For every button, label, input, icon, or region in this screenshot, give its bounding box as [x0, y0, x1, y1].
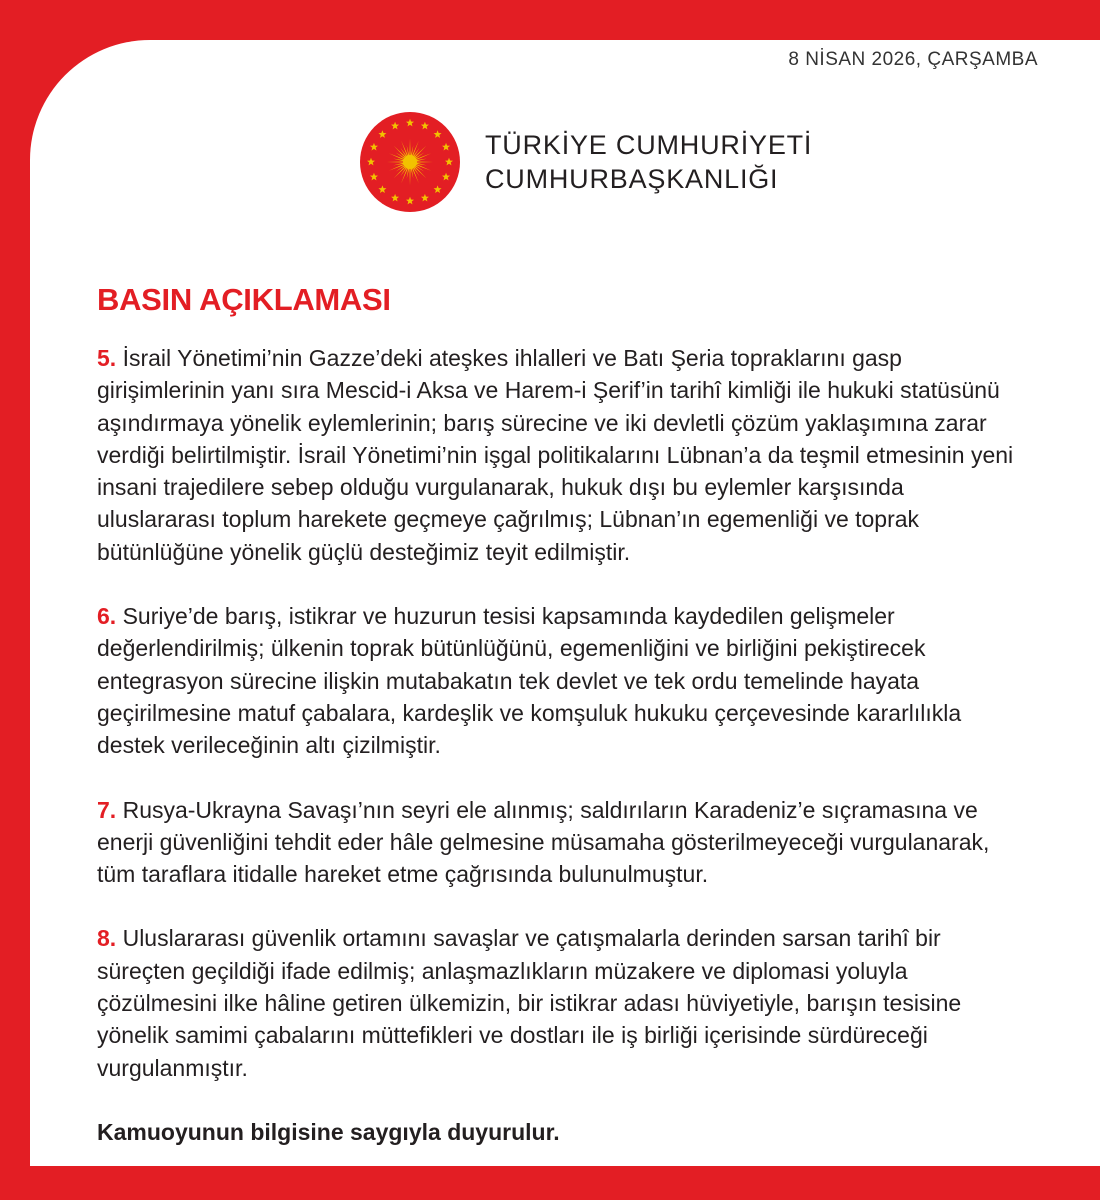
document-date: 8 NİSAN 2026, ÇARŞAMBA — [788, 49, 1038, 70]
statement-paragraph — [97, 922, 1027, 1083]
presidential-seal-icon — [360, 112, 460, 212]
paragraph-number: 7. — [97, 796, 117, 823]
red-frame-bottom — [0, 1166, 1100, 1200]
paragraph-number: 8. — [97, 925, 117, 952]
paragraph-text: Rusya-Ukrayna Savaşı’nın seyri ele alınmış; saldırıların Karadeniz’e sıçramasına ve enerji güvenliğini tehdit eder hâle gelmesine müsamaha gösterilmeyeceği vurgulanarak, tüm taraflara itidalle hareket etme çağrısında bulunulmuştur. — [97, 796, 990, 888]
paragraph-number: 5. — [97, 345, 117, 371]
paragraph-text: Uluslararası güvenlik ortamını savaşlar ve çatışmalarla derinden sarsan tarihî bir süreçten geçildiği ifade edilmiş; anlaşmazlıkların müzakere ve diplomasi yoluyla çözülmesini ilke hâline getiren ülkemizin, bir istikrar adası hüviyetiyle, barışın tesisine yönelik samimi çabalarını müttefikleri ve dostları ile iş birliği içerisinde sürdüreceği vurgulanmıştır. — [97, 925, 962, 1081]
header-logo — [360, 112, 812, 212]
page-title: BASIN AÇIKLAMASI — [97, 282, 391, 317]
statement-paragraph — [97, 600, 1027, 761]
red-frame-top — [0, 0, 1100, 40]
organization-name — [485, 128, 812, 196]
organization-name-line1: TÜRKİYE CUMHURİYETİ — [485, 130, 813, 160]
organization-name-line2: CUMHURBAŞKANLIĞI — [485, 164, 779, 194]
statement-body — [97, 342, 1027, 1148]
statement-paragraph — [97, 794, 1027, 891]
statement-paragraph — [97, 342, 1027, 568]
closing-statement: Kamuoyunun bilgisine saygıyla duyurulur. — [97, 1118, 560, 1145]
paragraph-text: Suriye’de barış, istikrar ve huzurun tesisi kapsamında kaydedilen gelişmeler değerlendirilmiş; ülkenin toprak bütünlüğünü, egemenliğini ve birliğini pekiştirecek entegrasyon sürecine ilişkin mutabakatın tek devlet ve tek ordu temelinde hayata geçirilmesine matuf çabalara, kardeşlik ve komşuluk hukuku çerçevesinde kararlılıkla destek verileceğinin altı çizilmiştir. — [97, 603, 962, 759]
paragraph-number: 6. — [97, 603, 117, 630]
red-frame-left — [0, 0, 30, 1200]
paragraph-text: İsrail Yönetimi’nin Gazze’deki ateşkes ihlalleri ve Batı Şeria topraklarını gasp girişimlerinin yanı sıra Mescid-i Aksa ve Harem-i Şerif’in tarihî kimliği ile hukuki statüsünü aşındırmaya yönelik eylemlerinin; barış sürecine ve iki devletli çözüm yaklaşımına zarar verdiği belirtilmiştir. İsrail Yönetimi’nin işgal politikalarını Lübnan’a da teşmil etmesinin yeni insani trajedilere sebep olduğu vurgulanarak, hukuk dışı bu eylemler karşısında uluslararası toplum harekete geçmeye çağrılmış; Lübnan’ın egemenliği ve toprak bütünlüğüne yönelik güçlü desteğimiz teyit edilmiştir. — [97, 345, 1014, 565]
